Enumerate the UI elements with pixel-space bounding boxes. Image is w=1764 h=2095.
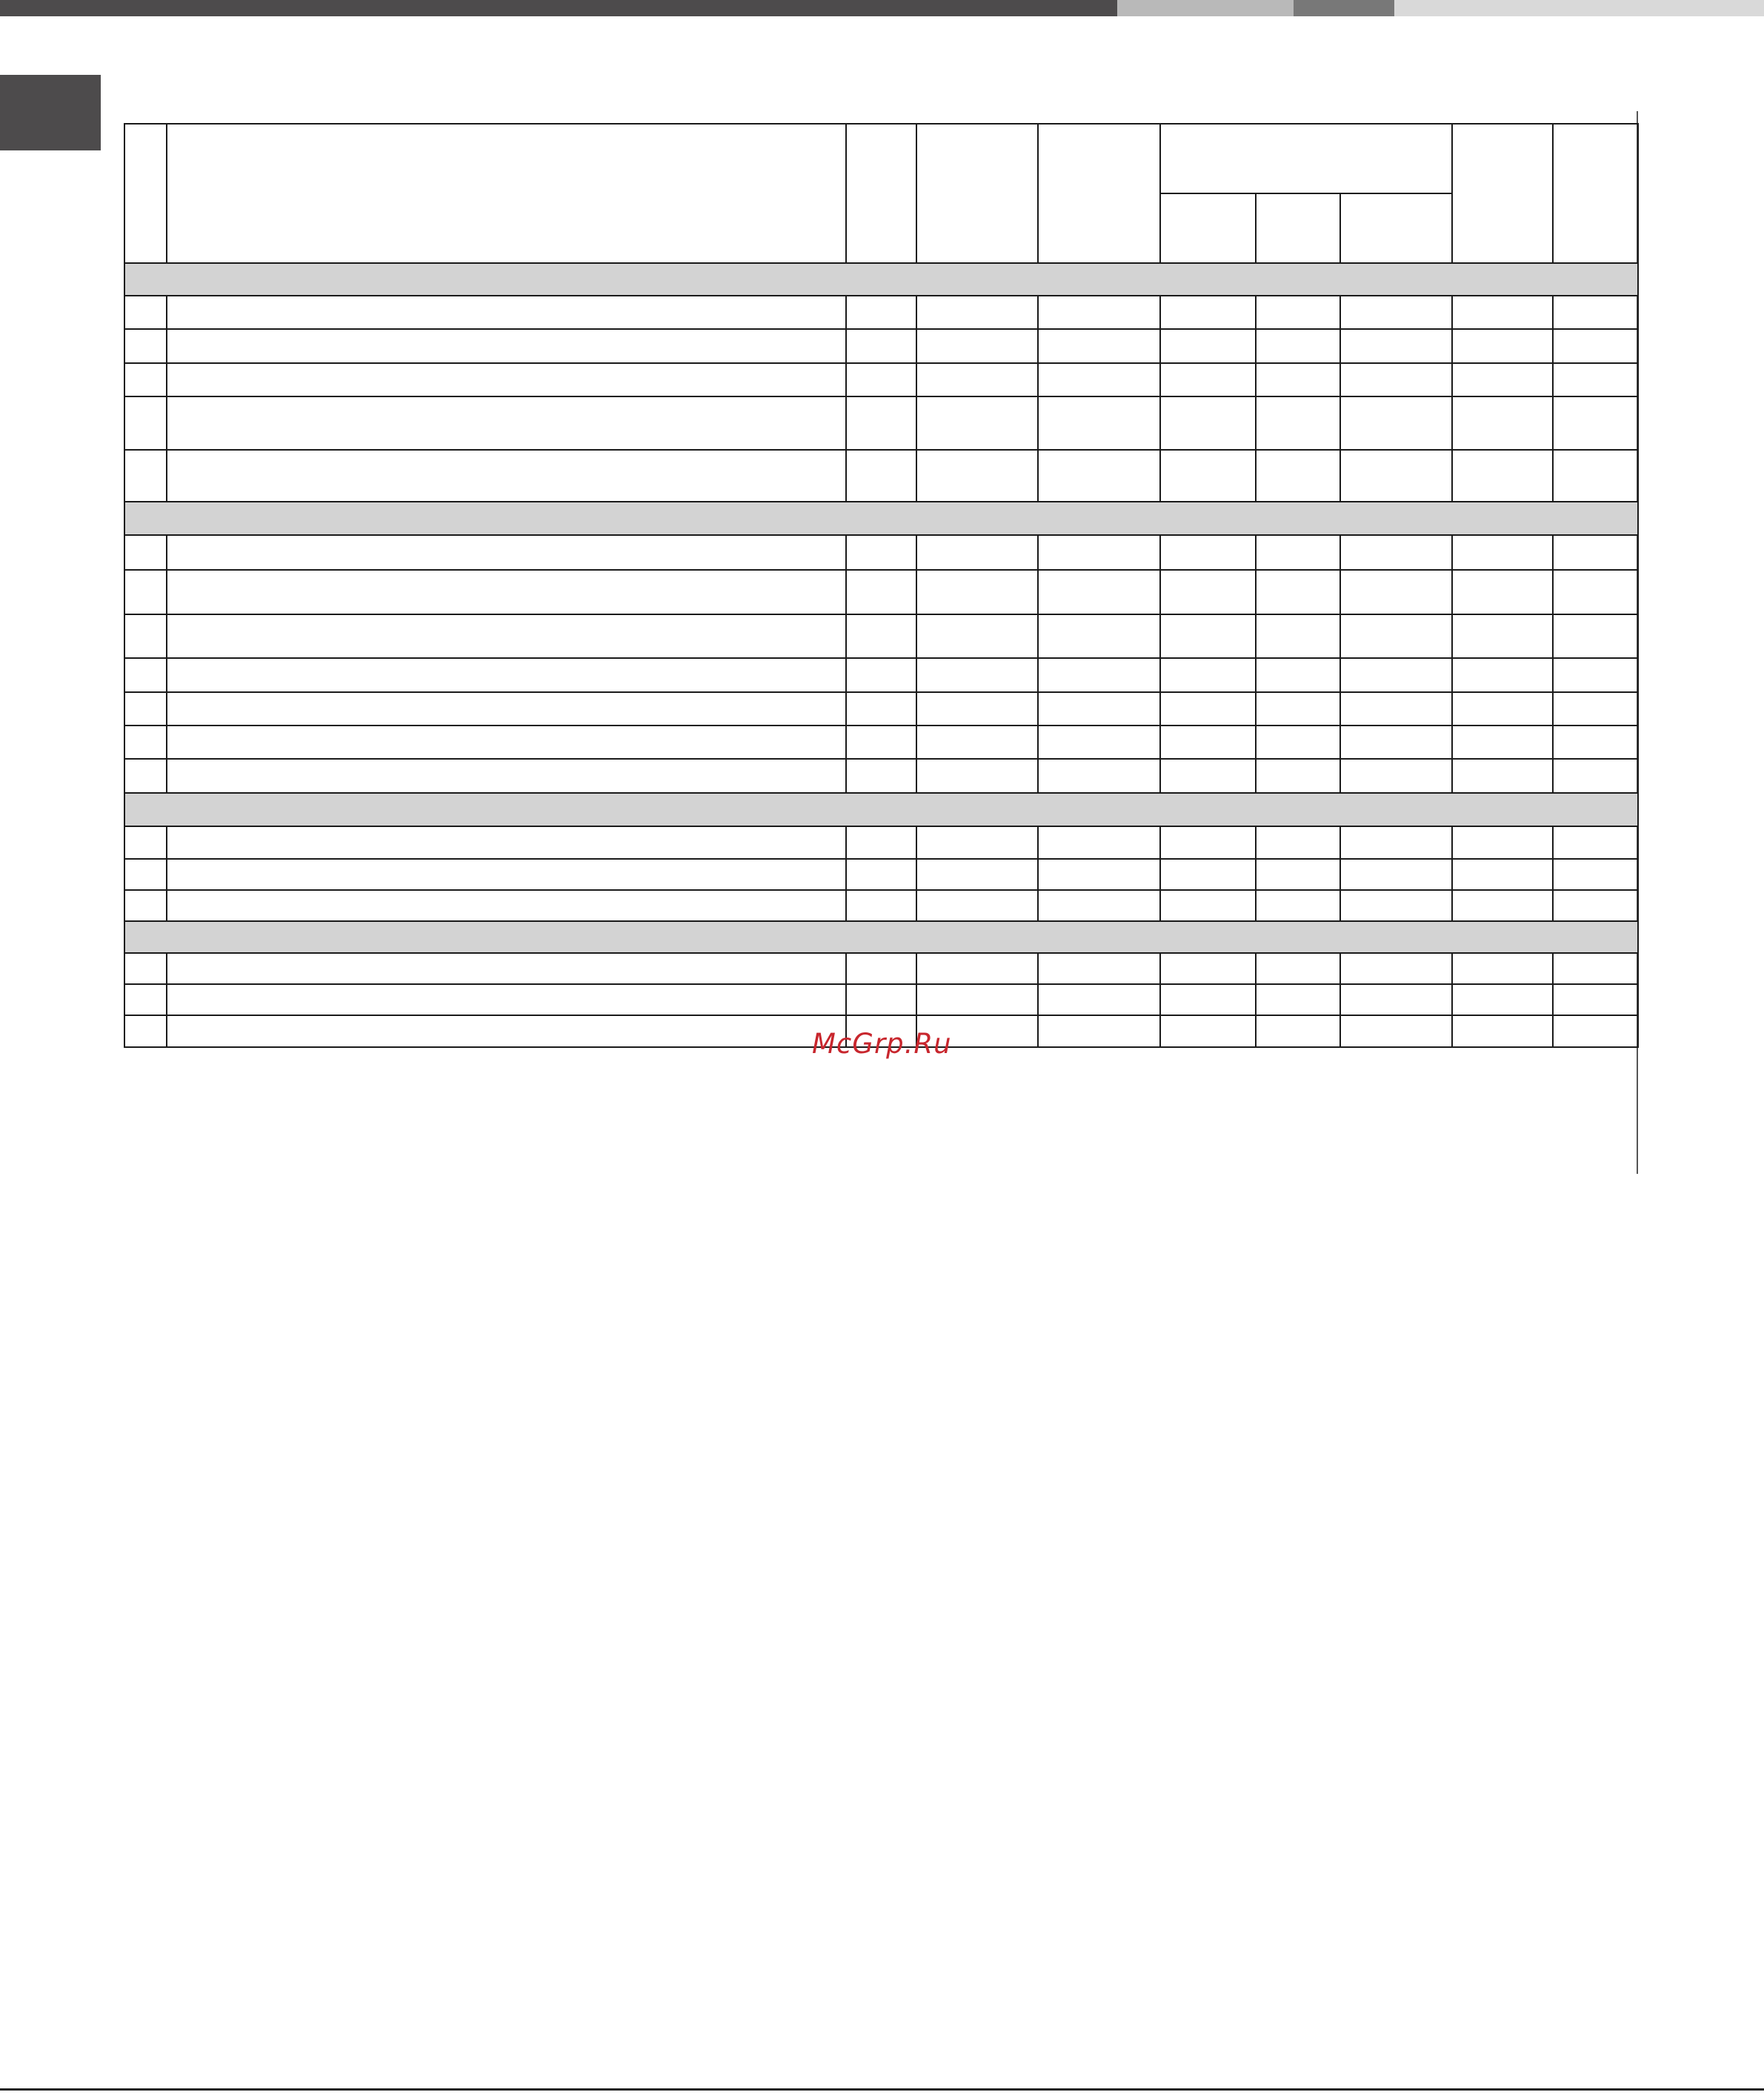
header-cell-col9 <box>1452 124 1553 263</box>
header-subcell-3 <box>1340 193 1452 263</box>
cell <box>1256 890 1340 921</box>
cell-number <box>124 859 167 890</box>
cell-number <box>124 826 167 859</box>
table-row <box>124 859 1638 890</box>
cell-description <box>167 826 846 859</box>
cell <box>1340 859 1452 890</box>
cell <box>1038 450 1160 502</box>
cell-number <box>124 296 167 329</box>
cell <box>1038 859 1160 890</box>
cell <box>1256 692 1340 726</box>
cell <box>1160 570 1256 614</box>
cell <box>1340 1015 1452 1047</box>
cell <box>1256 570 1340 614</box>
cell-number <box>124 953 167 984</box>
cell <box>916 826 1038 859</box>
table-row <box>124 759 1638 793</box>
cell-description <box>167 859 846 890</box>
table-body <box>124 263 1638 1047</box>
cell <box>916 363 1038 396</box>
cell <box>1038 890 1160 921</box>
cell <box>1452 296 1553 329</box>
cell-number <box>124 535 167 570</box>
cell-description <box>167 535 846 570</box>
cell <box>1256 450 1340 502</box>
header-cell-number <box>124 124 167 263</box>
cell <box>916 984 1038 1015</box>
cell <box>1553 535 1638 570</box>
table-section-row <box>124 263 1638 296</box>
cell <box>1160 984 1256 1015</box>
header-row-top <box>124 124 1638 193</box>
cell <box>916 329 1038 363</box>
cell-description <box>167 296 846 329</box>
cell <box>1452 329 1553 363</box>
cell <box>1340 890 1452 921</box>
cell <box>1553 692 1638 726</box>
cell <box>1553 329 1638 363</box>
cell <box>916 692 1038 726</box>
cell <box>1553 890 1638 921</box>
cell <box>1038 535 1160 570</box>
table-row <box>124 329 1638 363</box>
header-subcell-2 <box>1256 193 1340 263</box>
cell <box>1038 658 1160 692</box>
cell <box>1340 535 1452 570</box>
cell-number <box>124 726 167 759</box>
cell-number <box>124 363 167 396</box>
cell <box>1160 759 1256 793</box>
cell <box>916 726 1038 759</box>
table-row <box>124 726 1638 759</box>
cell <box>1553 450 1638 502</box>
cell <box>1340 296 1452 329</box>
cell <box>1452 890 1553 921</box>
cell-number <box>124 890 167 921</box>
table-row <box>124 396 1638 450</box>
cell <box>846 759 916 793</box>
cell-description <box>167 953 846 984</box>
bottom-rule <box>0 2088 1764 2091</box>
cell <box>1038 759 1160 793</box>
cell <box>846 396 916 450</box>
cell <box>846 296 916 329</box>
cell-description <box>167 658 846 692</box>
cell <box>1553 570 1638 614</box>
cell <box>1160 953 1256 984</box>
cell <box>1553 826 1638 859</box>
cell-description <box>167 759 846 793</box>
cell-number <box>124 984 167 1015</box>
cell <box>1160 826 1256 859</box>
watermark-text: McGrp.Ru <box>812 1028 952 1060</box>
cell <box>1452 984 1553 1015</box>
cell <box>1038 614 1160 658</box>
cell <box>1038 363 1160 396</box>
cell <box>1038 329 1160 363</box>
cell-description <box>167 396 846 450</box>
cell <box>1038 692 1160 726</box>
cell <box>1038 570 1160 614</box>
cell <box>1452 692 1553 726</box>
cell <box>1256 535 1340 570</box>
cell <box>916 396 1038 450</box>
cell <box>1553 296 1638 329</box>
cell-description <box>167 450 846 502</box>
cell <box>1256 826 1340 859</box>
section-cell <box>124 921 1638 953</box>
header-cell-col3 <box>846 124 916 263</box>
cell-description <box>167 692 846 726</box>
cell <box>916 450 1038 502</box>
header-cell-group <box>1160 124 1452 193</box>
cell <box>1160 535 1256 570</box>
cell <box>846 329 916 363</box>
cell <box>1256 614 1340 658</box>
table-row <box>124 296 1638 329</box>
cell <box>1038 953 1160 984</box>
cell <box>846 984 916 1015</box>
table-row <box>124 890 1638 921</box>
cell <box>1256 296 1340 329</box>
cell <box>1340 953 1452 984</box>
cell <box>1340 396 1452 450</box>
cell <box>1038 396 1160 450</box>
table-row <box>124 450 1638 502</box>
cell-description <box>167 1015 846 1047</box>
cell-number <box>124 614 167 658</box>
cell <box>846 826 916 859</box>
cell <box>1038 726 1160 759</box>
cell <box>916 859 1038 890</box>
cell <box>1256 658 1340 692</box>
table-section-row <box>124 921 1638 953</box>
cell <box>1256 726 1340 759</box>
cell <box>1160 614 1256 658</box>
section-cell <box>124 263 1638 296</box>
cell <box>1340 658 1452 692</box>
cell <box>1553 614 1638 658</box>
cell <box>1452 614 1553 658</box>
header-subcell-1 <box>1160 193 1256 263</box>
table-row <box>124 953 1638 984</box>
cell <box>1038 984 1160 1015</box>
cell <box>1160 396 1256 450</box>
cell <box>1340 759 1452 793</box>
cell <box>846 535 916 570</box>
cell-description <box>167 890 846 921</box>
cell <box>846 450 916 502</box>
cell-number <box>124 329 167 363</box>
cell <box>1340 329 1452 363</box>
cell <box>1553 658 1638 692</box>
cell <box>1256 859 1340 890</box>
cell <box>1340 726 1452 759</box>
cell <box>846 658 916 692</box>
cell <box>1340 570 1452 614</box>
table-row <box>124 658 1638 692</box>
cell <box>916 535 1038 570</box>
cell <box>1452 570 1553 614</box>
cell <box>1160 692 1256 726</box>
header-cell-col4 <box>916 124 1038 263</box>
table-row <box>124 570 1638 614</box>
cell-number <box>124 1015 167 1047</box>
cell <box>1553 759 1638 793</box>
cell <box>1038 826 1160 859</box>
specification-table <box>124 123 1639 1048</box>
cell <box>1553 396 1638 450</box>
table-row <box>124 535 1638 570</box>
table-row <box>124 692 1638 726</box>
cell <box>1160 450 1256 502</box>
cell <box>1452 759 1553 793</box>
cell <box>916 759 1038 793</box>
cell <box>846 614 916 658</box>
cell <box>1340 692 1452 726</box>
cell <box>1553 726 1638 759</box>
cell <box>916 658 1038 692</box>
cell-description <box>167 614 846 658</box>
table-section-row <box>124 793 1638 826</box>
header-cell-col5 <box>1038 124 1160 263</box>
cell <box>846 692 916 726</box>
header-bar-light <box>1117 0 1294 16</box>
cell <box>1340 614 1452 658</box>
cell-description <box>167 726 846 759</box>
section-cell <box>124 793 1638 826</box>
cell <box>1452 1015 1553 1047</box>
cell <box>916 890 1038 921</box>
header-bar-pale <box>1394 0 1764 16</box>
cell <box>1553 1015 1638 1047</box>
cell <box>1038 1015 1160 1047</box>
cell <box>916 296 1038 329</box>
header-cell-description <box>167 124 846 263</box>
cell <box>846 363 916 396</box>
cell <box>1256 329 1340 363</box>
cell <box>1452 726 1553 759</box>
cell <box>916 953 1038 984</box>
header-bar-dark <box>0 0 1117 16</box>
cell <box>1160 859 1256 890</box>
cell <box>1553 859 1638 890</box>
section-cell <box>124 502 1638 535</box>
cell <box>1452 450 1553 502</box>
cell-description <box>167 363 846 396</box>
cell <box>1256 984 1340 1015</box>
cell <box>1038 296 1160 329</box>
table-header <box>124 124 1638 263</box>
header-cell-col10 <box>1553 124 1638 263</box>
cell <box>1452 535 1553 570</box>
cell-number <box>124 759 167 793</box>
page-section-tab <box>0 75 101 150</box>
cell <box>846 726 916 759</box>
cell <box>1452 396 1553 450</box>
cell-number <box>124 450 167 502</box>
cell <box>1553 984 1638 1015</box>
cell <box>1553 363 1638 396</box>
cell <box>1256 396 1340 450</box>
cell-number <box>124 692 167 726</box>
header-bar-mid <box>1294 0 1394 16</box>
cell <box>1256 1015 1340 1047</box>
cell-number <box>124 570 167 614</box>
cell <box>1452 826 1553 859</box>
cell <box>1256 759 1340 793</box>
cell-number <box>124 396 167 450</box>
cell <box>1160 890 1256 921</box>
cell <box>1256 953 1340 984</box>
cell <box>1340 450 1452 502</box>
cell-number <box>124 658 167 692</box>
cell <box>1452 658 1553 692</box>
cell <box>1340 984 1452 1015</box>
table-row <box>124 614 1638 658</box>
cell-description <box>167 984 846 1015</box>
table-row <box>124 984 1638 1015</box>
cell <box>1452 363 1553 396</box>
cell <box>1340 363 1452 396</box>
cell-description <box>167 570 846 614</box>
cell-description <box>167 329 846 363</box>
cell <box>1553 953 1638 984</box>
cell <box>1256 363 1340 396</box>
table-row <box>124 363 1638 396</box>
cell <box>1340 826 1452 859</box>
cell <box>1452 859 1553 890</box>
cell <box>846 890 916 921</box>
cell <box>916 570 1038 614</box>
cell <box>846 570 916 614</box>
cell <box>1160 658 1256 692</box>
cell <box>1160 1015 1256 1047</box>
table-section-row <box>124 502 1638 535</box>
cell <box>846 953 916 984</box>
cell <box>916 614 1038 658</box>
cell <box>846 859 916 890</box>
cell <box>1160 726 1256 759</box>
cell <box>1160 296 1256 329</box>
cell <box>1160 329 1256 363</box>
cell <box>1452 953 1553 984</box>
cell <box>1160 363 1256 396</box>
table-row <box>124 826 1638 859</box>
